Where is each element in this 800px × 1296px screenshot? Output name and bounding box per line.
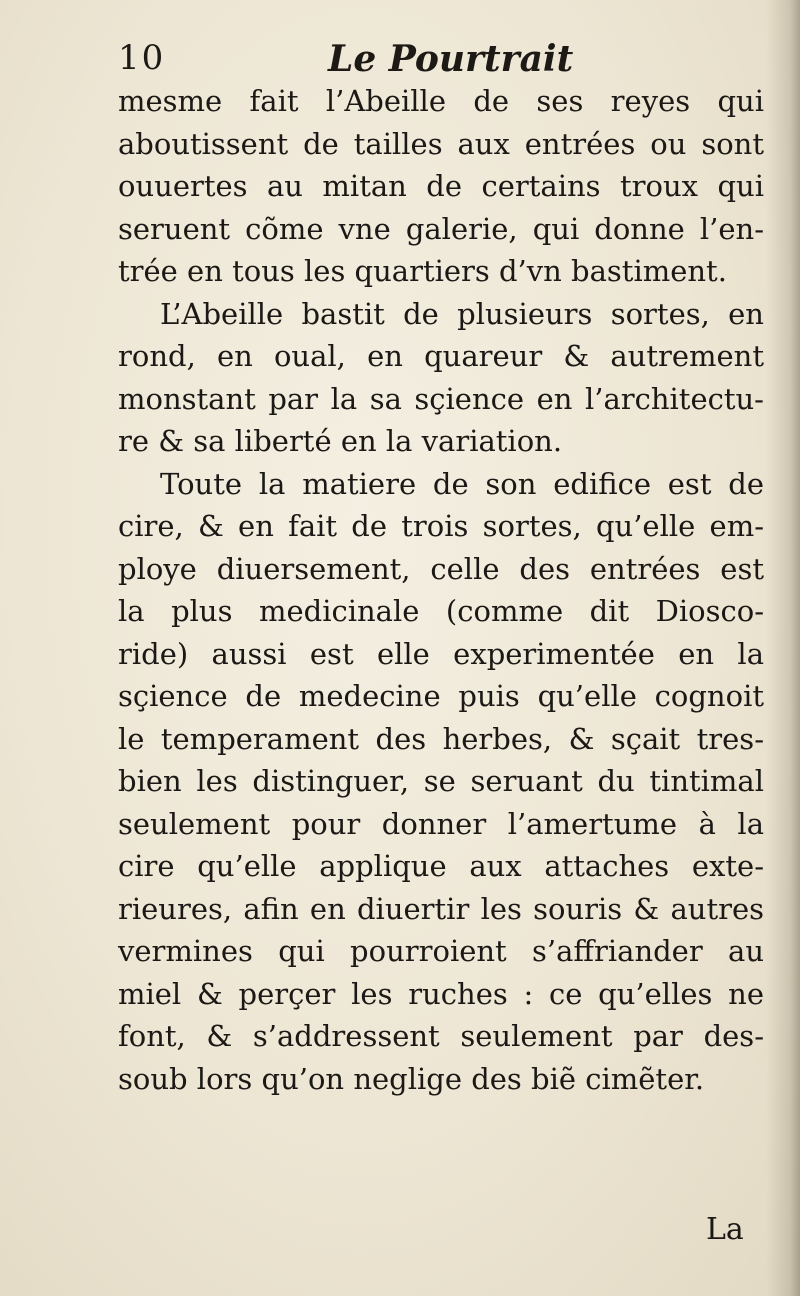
text-line: rieures, afin en diuertir les souris & autres	[118, 891, 764, 926]
text-line: monstant par la sa sçience en l’architectu-	[118, 381, 764, 416]
text-line: ouuertes au mitan de certains troux qui	[118, 169, 764, 203]
text-line: le temperament des herbes, & sçait tres-	[118, 721, 764, 756]
text-line: cire, & en fait de trois sortes, qu’elle em-	[118, 509, 764, 543]
text-line: re & sa liberté en la variation.	[118, 424, 563, 458]
running-title: Le Pourtrait	[328, 38, 574, 80]
text-line: font, & s’addressent seulement par des-	[118, 1019, 764, 1053]
text-line: rond, en oual, en quareur & autrement	[118, 339, 764, 373]
text-line: ploye diuersement, celle des entrées est	[118, 551, 764, 586]
text-line: mesme fait l’Abeille de ses reyes qui	[118, 84, 764, 118]
page-edge-shadow	[766, 0, 800, 1296]
text-line: trée en tous les quartiers d’vn bastiment.	[118, 254, 727, 288]
text-line: sçience de medecine puis qu’elle cognoit	[118, 679, 764, 713]
text-line: aboutissent de tailles aux entrées ou sont	[118, 126, 764, 161]
text-line: Toute la matiere de son edifice est de	[160, 466, 764, 501]
text-line: soub lors qu’on neglige des biẽ cimẽter.	[118, 1061, 705, 1096]
page-number: 10	[118, 38, 166, 78]
text-line: la plus medicinale (comme dit Diosco-	[118, 594, 764, 628]
text-line: cire qu’elle applique aux attaches exte-	[118, 849, 764, 883]
body-text	[118, 80, 764, 1100]
text-line: seulement pour donner l’amertume à la	[118, 806, 764, 841]
text-line: bien les distinguer, se seruant du tintimal	[118, 764, 764, 798]
text-line: L’Abeille bastit de plusieurs sortes, en	[160, 296, 764, 331]
text-line: vermines qui pourroient s’affriander au	[118, 934, 764, 968]
text-line: ride) aussi est elle experimentée en la	[118, 636, 764, 671]
text-line: miel & perçer les ruches : ce qu’elles ne	[118, 976, 764, 1011]
text-line: seruent cõme vne galerie, qui donne l’en-	[118, 211, 764, 246]
catchword: La	[706, 1212, 744, 1247]
